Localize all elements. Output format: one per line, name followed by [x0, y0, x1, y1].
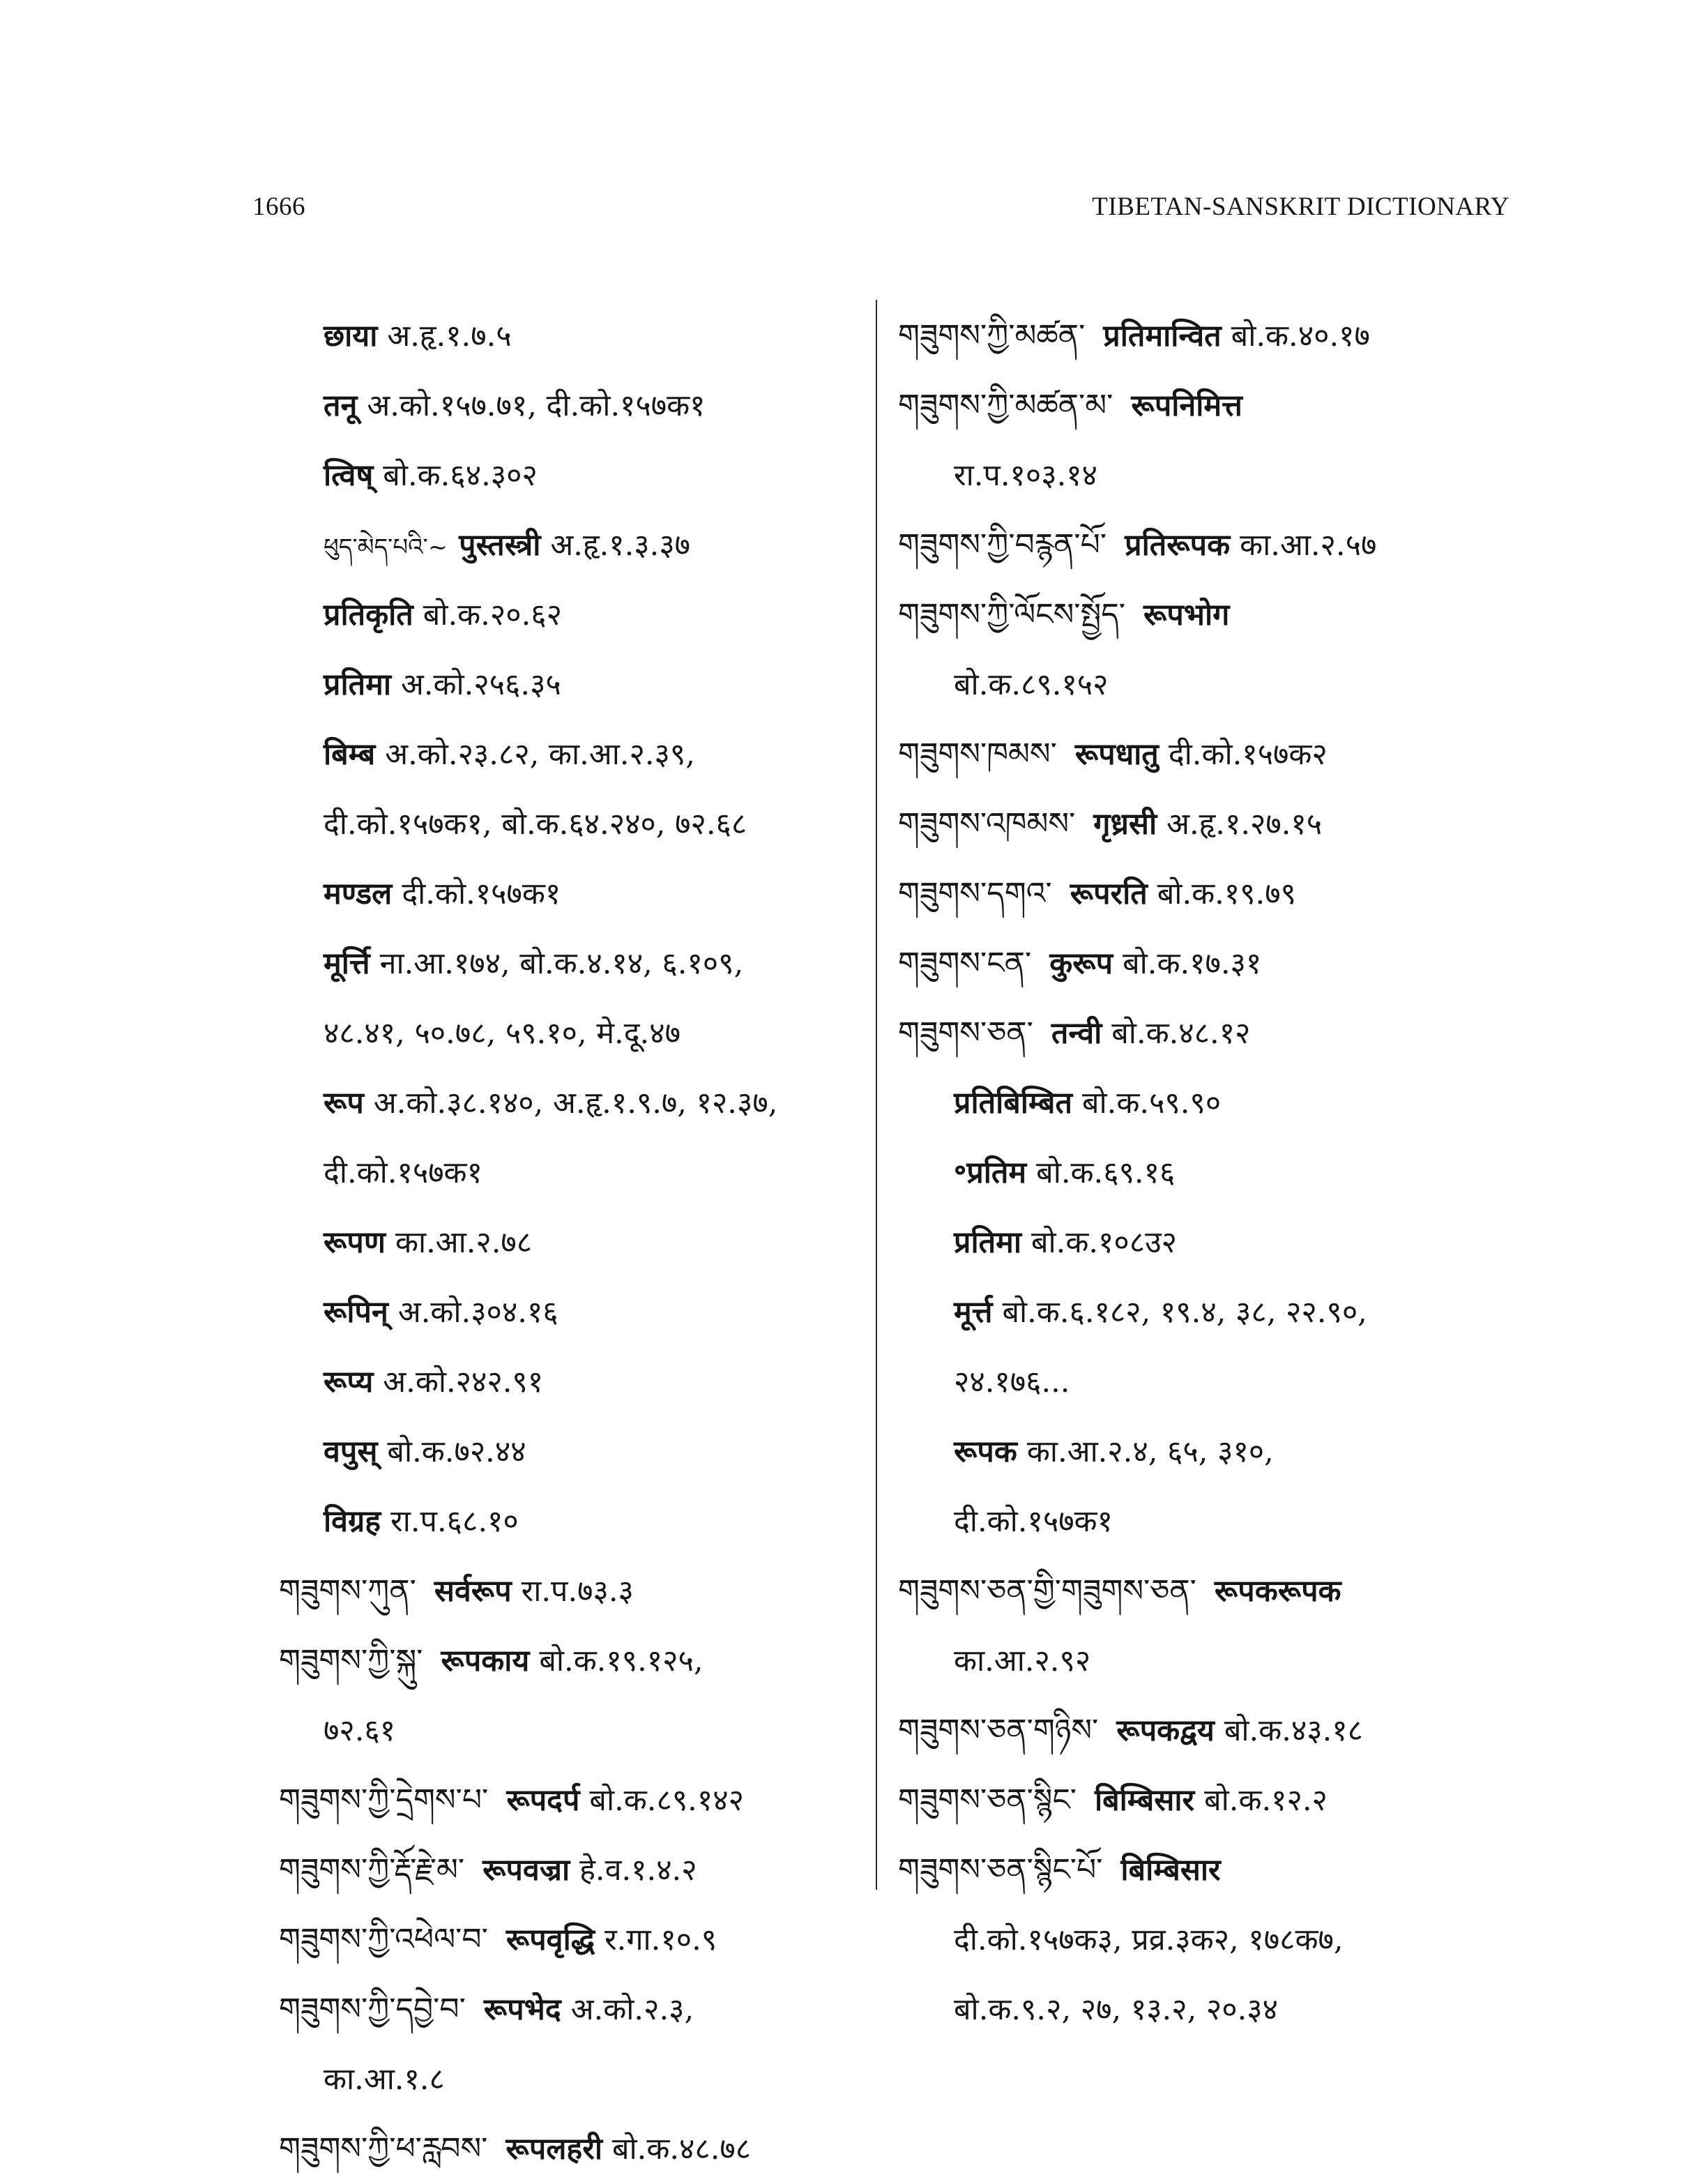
sanskrit-equivalent: रूपक: [954, 1434, 1017, 1469]
tibetan-headword: གཟུགས་ཀྱི་མཚན་: [898, 318, 1086, 354]
entry-line: [898, 789, 1512, 859]
sanskrit-equivalent: बिम्बिसार: [1120, 1853, 1221, 1888]
entry-line: [898, 441, 1512, 510]
tibetan-headword: གཟུགས་ཁམས་: [898, 736, 1057, 772]
sanskrit-equivalent: रूपभेद: [483, 1992, 561, 2027]
entry-line: [898, 1696, 1512, 1766]
source-reference: र.गा.१०.९: [605, 1923, 717, 1957]
source-reference: बो.क.४३.१८: [1224, 1713, 1363, 1748]
source-reference: दी.को.१५७क१: [402, 877, 561, 911]
entry-line: [898, 371, 1512, 441]
entry-line: [279, 1417, 879, 1487]
tibetan-headword: གཟུགས་ཀྱི་ཕ་རླབས་: [279, 2131, 488, 2167]
sanskrit-equivalent: रूपनिमित्त: [1131, 388, 1242, 423]
sanskrit-equivalent: रूप्य: [324, 1365, 374, 1400]
entry-line: [279, 929, 879, 999]
source-reference: बो.क.६४.३०२: [383, 458, 538, 493]
left-column: [279, 301, 879, 2184]
sanskrit-equivalent: कुरूप: [1049, 946, 1113, 981]
sanskrit-equivalent: रूपधातु: [1074, 737, 1159, 772]
source-reference: बो.क.४०.१७: [1231, 319, 1370, 354]
tibetan-headword: གཟུགས་ཀྱི་དབྱེ་བ་: [279, 1992, 466, 2027]
entry-line: [279, 789, 879, 859]
tibetan-headword: གཟུགས་ཀྱི་སྐུ་: [279, 1643, 423, 1678]
entry-line: [279, 2114, 879, 2184]
source-reference: अ.को.२३.८२, का.आ.२.३९,: [385, 737, 695, 772]
entry-line: [898, 1347, 1512, 1417]
tibetan-headword: གཟུགས་ཅན་སྙིང་: [898, 1782, 1077, 1818]
entry-line: [898, 1487, 1512, 1556]
sanskrit-equivalent: प्रतिकृति: [324, 598, 413, 632]
sanskrit-equivalent: ॰प्रतिम: [954, 1155, 1027, 1190]
source-reference: रा.प.१०३.१४: [954, 458, 1097, 493]
entry-line: [279, 1556, 879, 1626]
sanskrit-equivalent: तन्वी: [1051, 1016, 1102, 1051]
entry-line: [279, 2045, 879, 2114]
source-reference: का.आ.२.७८: [395, 1225, 533, 1260]
tibetan-headword: གཟུགས་ཀུན་: [279, 1573, 416, 1609]
sanskrit-equivalent: रूपकरूपक: [1214, 1574, 1341, 1609]
entry-line: [898, 999, 1512, 1068]
tibetan-headword: གཟུགས་ཀྱི་འཕེལ་བ་: [279, 1922, 488, 1957]
source-reference: बो.क.५९.९०: [1081, 1086, 1222, 1121]
sanskrit-equivalent: सर्वरूप: [434, 1574, 512, 1609]
source-reference: अ.को.१५७.७१, दी.को.१५७क१: [367, 388, 706, 423]
tibetan-headword: གཟུགས་ཅན་: [898, 1015, 1033, 1051]
source-reference: रा.प.६८.१०: [390, 1504, 519, 1539]
entry-line: [279, 1766, 879, 1835]
entry-line: [279, 371, 879, 441]
sanskrit-equivalent: गृध्रसी: [1093, 807, 1157, 842]
entry-line: [279, 650, 879, 720]
entry-line: [279, 1905, 879, 1975]
entry-line: [898, 1208, 1512, 1277]
sanskrit-equivalent: त्विष्: [324, 458, 374, 493]
tibetan-headword: གཟུགས་ཀྱི་རྡོ་རྗེ་མ་: [279, 1852, 465, 1888]
sanskrit-equivalent: प्रतिरूपक: [1125, 528, 1231, 563]
right-column: [898, 301, 1512, 2045]
entry-line: [898, 580, 1512, 650]
source-reference: रा.प.७३.३: [521, 1574, 634, 1609]
source-reference: का.आ.२.९२: [954, 1644, 1091, 1678]
tibetan-headword: གཟུགས་ཅན་གཉིས་: [898, 1713, 1099, 1748]
entry-line: [898, 929, 1512, 999]
source-reference: दी.को.१५७क२: [1168, 737, 1328, 772]
page-number: 1666: [252, 192, 305, 221]
sanskrit-equivalent: मूर्त्ति: [324, 946, 370, 981]
source-reference: दी.को.१५७क१: [324, 1155, 482, 1190]
entry-line: [898, 720, 1512, 789]
sanskrit-equivalent: तनू: [324, 388, 358, 423]
entry-line: [279, 859, 879, 929]
entry-line: [279, 1487, 879, 1556]
sanskrit-equivalent: रूप: [324, 1086, 364, 1121]
entry-line: [279, 1277, 879, 1347]
tibetan-headword: གཟུགས་འཁམས་: [898, 806, 1076, 842]
sanskrit-equivalent: रूपवृद्धि: [505, 1923, 595, 1957]
tibetan-headword: གཟུགས་ངན་: [898, 946, 1032, 981]
entry-line: [279, 441, 879, 510]
source-reference: दी.को.१५७क३, प्रव्र.३क२, १७८क७,: [954, 1923, 1344, 1957]
sanskrit-equivalent: प्रतिमा: [324, 667, 391, 702]
source-reference: अ.को.३०४.१६: [397, 1295, 558, 1330]
source-reference: दी.को.१५७क१: [954, 1504, 1113, 1539]
source-reference: बो.क.७२.४४: [387, 1434, 526, 1469]
source-reference: अ.को.२.३,: [570, 1992, 694, 2027]
entry-line: [898, 859, 1512, 929]
entry-line: [279, 1208, 879, 1277]
source-reference: बो.क.१०८उ२: [1031, 1225, 1178, 1260]
entry-line: [898, 1905, 1512, 1975]
source-reference: बो.क.९.२, २७, १३.२, २०.३४: [954, 1992, 1279, 2027]
source-reference: अ.हृ.१.७.५: [387, 319, 512, 354]
source-reference: अ.को.२४२.९१: [383, 1365, 544, 1400]
entry-line: [279, 1696, 879, 1766]
entry-line: [279, 1626, 879, 1696]
entry-line: [279, 1138, 879, 1208]
source-reference: का.आ.२.५७: [1240, 528, 1377, 563]
sanskrit-equivalent: रूपकाय: [441, 1644, 530, 1678]
source-reference: दी.को.१५७क१, बो.क.६४.२४०, ७२.६८: [324, 807, 747, 842]
sanskrit-equivalent: पुस्तस्त्री: [459, 528, 541, 563]
column-divider: [876, 300, 877, 1890]
tibetan-headword: གཟུགས་ཅན་གྱི་གཟུགས་ཅན་: [898, 1573, 1196, 1609]
source-reference: बो.क.६.१८२, १९.४, ३८, २२.९०,: [1002, 1295, 1367, 1330]
source-reference: अ.को.३८.१४०, अ.हृ.१.९.७, १२.३७,: [373, 1086, 778, 1121]
running-title: TIBETAN-SANSKRIT DICTIONARY: [1092, 192, 1510, 221]
tibetan-headword: གཟུགས་ཀྱི་བརྙན་པོ་: [898, 527, 1107, 563]
sanskrit-equivalent: प्रतिमान्वित: [1103, 319, 1222, 354]
sanskrit-equivalent: मण्डल: [324, 877, 393, 911]
sanskrit-equivalent: रूपकद्वय: [1116, 1713, 1215, 1748]
entry-line: [279, 1347, 879, 1417]
source-reference: हे.व.१.४.२: [579, 1853, 697, 1888]
sanskrit-equivalent: प्रतिबिम्बित: [954, 1086, 1072, 1121]
source-reference: का.आ.१.८: [324, 2062, 445, 2097]
source-reference: अ.हृ.१.३.३७: [550, 528, 691, 563]
source-reference: बो.क.६९.१६: [1036, 1155, 1176, 1190]
entry-line: [279, 1975, 879, 2045]
sanskrit-equivalent: रूपरति: [1070, 877, 1148, 911]
source-reference: २४.१७६...: [954, 1365, 1070, 1400]
tibetan-headword: ཕུད་མེད་པའི་~: [324, 533, 448, 561]
source-reference: ४८.४१, ५०.७८, ५९.१०, मे.दू.४७: [324, 1016, 680, 1051]
source-reference: बो.क.८९.१४२: [589, 1783, 744, 1818]
sanskrit-equivalent: रूपण: [324, 1225, 386, 1260]
tibetan-headword: གཟུགས་དགའ་: [898, 876, 1052, 911]
entry-line: [898, 1835, 1512, 1905]
entry-line: [898, 1068, 1512, 1138]
entry-line: [279, 580, 879, 650]
entry-line: [898, 301, 1512, 371]
entry-line: [898, 650, 1512, 720]
sanskrit-equivalent: छाया: [324, 319, 378, 354]
tibetan-headword: གཟུགས་ཅན་སྙིང་པོ་: [898, 1852, 1103, 1888]
entry-line: [898, 1417, 1512, 1487]
sanskrit-equivalent: प्रतिमा: [954, 1225, 1021, 1260]
sanskrit-equivalent: रूपिन्: [324, 1295, 388, 1330]
entry-line: [279, 510, 879, 580]
entry-line: [279, 720, 879, 789]
entry-line: [898, 1138, 1512, 1208]
source-reference: अ.को.२५६.३५: [400, 667, 561, 702]
entry-line: [279, 1068, 879, 1138]
entry-line: [898, 1766, 1512, 1835]
entry-line: [898, 510, 1512, 580]
source-reference: बो.क.८९.१५२: [954, 667, 1109, 702]
entry-line: [898, 1975, 1512, 2045]
source-reference: बो.क.२०.६२: [423, 598, 562, 632]
source-reference: बो.क.४८.७८: [611, 2132, 752, 2167]
sanskrit-equivalent: रूपलहरी: [505, 2132, 602, 2167]
entry-line: [898, 1626, 1512, 1696]
tibetan-headword: གཟུགས་ཀྱི་མཚན་མ་: [898, 388, 1113, 423]
entry-line: [279, 999, 879, 1068]
tibetan-headword: གཟུགས་ཀྱི་དྲེགས་པ་: [279, 1782, 489, 1818]
sanskrit-equivalent: बिम्ब: [324, 737, 376, 772]
tibetan-headword: གཟུགས་ཀྱི་ལོངས་སྤྱོད་: [898, 597, 1125, 632]
sanskrit-equivalent: मूर्त्त: [954, 1295, 993, 1330]
sanskrit-equivalent: वपुस्: [324, 1434, 378, 1469]
source-reference: ७२.६१: [324, 1713, 396, 1748]
entry-line: [898, 1556, 1512, 1626]
source-reference: का.आ.२.४, ६५, ३१०,: [1026, 1434, 1274, 1469]
source-reference: बो.क.१९.७९: [1157, 877, 1296, 911]
source-reference: बो.क.१७.३१: [1123, 946, 1262, 981]
sanskrit-equivalent: रूपदर्प: [506, 1783, 580, 1818]
source-reference: ना.आ.१७४, बो.क.४.१४, ६.१०९,: [379, 946, 744, 981]
entry-line: [279, 1835, 879, 1905]
entry-line: [898, 1277, 1512, 1347]
source-reference: बो.क.४८.१२: [1111, 1016, 1251, 1051]
sanskrit-equivalent: बिम्बिसार: [1094, 1783, 1195, 1818]
source-reference: बो.क.१२.२: [1204, 1783, 1328, 1818]
source-reference: अ.हृ.१.२७.१५: [1166, 807, 1323, 842]
entry-line: [279, 301, 879, 371]
sanskrit-equivalent: रूपवज्रा: [482, 1853, 570, 1888]
source-reference: बो.क.१९.१२५,: [539, 1644, 704, 1678]
sanskrit-equivalent: विग्रह: [324, 1504, 381, 1539]
sanskrit-equivalent: रूपभोग: [1143, 598, 1230, 632]
